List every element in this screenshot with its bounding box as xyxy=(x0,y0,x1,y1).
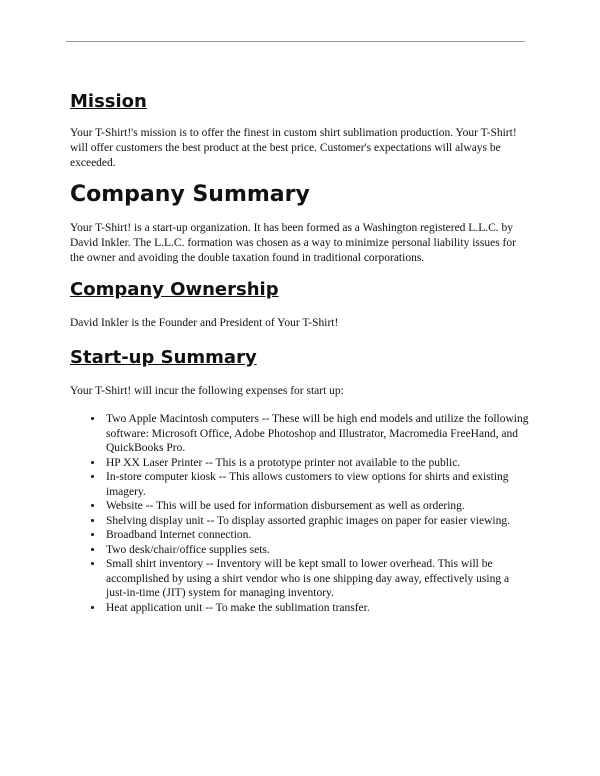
mission-paragraph: Your T-Shirt!'s mission is to offer the finest in custom shirt sublimation production. Your T-Shirt! will offer customers the best product at the best price. Customer's expectations will always be exceeded. xyxy=(70,127,517,169)
document-content xyxy=(70,88,532,615)
list-item: • Shelving display unit -- To display assorted graphic images on paper for easier viewing. xyxy=(104,514,532,529)
startup-expenses-list xyxy=(70,412,532,615)
list-item: • Website -- This will be used for information disbursement as well as ordering. xyxy=(104,499,532,514)
company-summary-heading: Company Summary xyxy=(70,182,310,207)
company-summary-paragraph: Your T-Shirt! is a start-up organization. It has been formed as a Washington registered L.L.C. by David Inkler. The L.L.C. formation was chosen as a way to minimize personal liability issues for the owner and avoiding the double taxation found in traditional corporations. xyxy=(70,222,516,264)
company-ownership-paragraph: David Inkler is the Founder and President of Your T-Shirt! xyxy=(70,317,339,329)
list-item: • Two Apple Macintosh computers -- These will be high end models and utilize the following software: Microsoft Office, Adobe Photoshop and Illustrator, Macromedia FreeHand, and QuickBooks Pro. xyxy=(104,412,532,456)
mission-heading: Mission xyxy=(70,91,147,112)
company-ownership-heading: Company Ownership xyxy=(70,279,279,300)
list-item: • Two desk/chair/office supplies sets. xyxy=(104,543,532,558)
startup-summary-intro: Your T-Shirt! will incur the following expenses for start up: xyxy=(70,385,344,397)
list-item: • HP XX Laser Printer -- This is a prototype printer not available to the public. xyxy=(104,456,532,471)
startup-summary-heading: Start-up Summary xyxy=(70,347,257,368)
list-item: • In-store computer kiosk -- This allows customers to view options for shirts and existing imagery. xyxy=(104,470,532,499)
list-item: • Small shirt inventory -- Inventory will be kept small to lower overhead. This will be accomplished by using a shirt vendor who is one shipping day away, effectively using a just-in-time (JIT) system for managing inventory. xyxy=(104,557,532,601)
list-item: • Broadband Internet connection. xyxy=(104,528,532,543)
list-item: • Heat application unit -- To make the sublimation transfer. xyxy=(104,601,532,616)
header-rule xyxy=(66,41,525,42)
